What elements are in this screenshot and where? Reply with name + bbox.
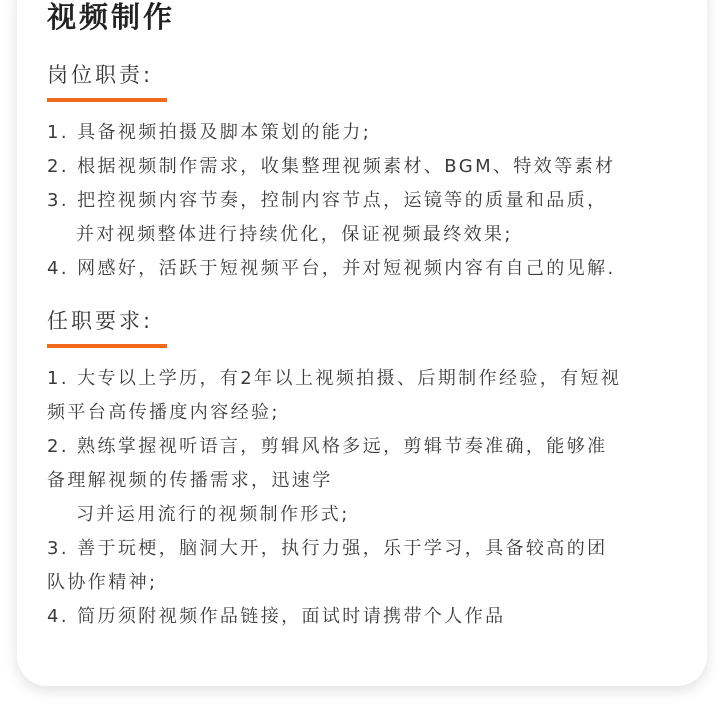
requirements-heading: 任职要求: <box>47 309 154 333</box>
responsibility-item-3-continued: 并对视频整体进行持续优化，保证视频最终效果; <box>76 224 513 245</box>
requirement-item-1: 1. 大专以上学历，有2年以上视频拍摄、后期制作经验，有短视 <box>47 368 622 389</box>
responsibility-item-1: 1. 具备视频拍摄及脚本策划的能力; <box>47 122 372 143</box>
responsibilities-underline <box>47 98 167 102</box>
responsibility-item-4: 4. 网感好，活跃于短视频平台，并对短视频内容有自己的见解. <box>47 258 616 279</box>
job-title: 视频制作 <box>47 0 176 34</box>
requirement-item-3: 3. 善于玩梗，脑洞大开，执行力强，乐于学习，具备较高的团 <box>47 538 608 559</box>
requirements-underline <box>47 344 167 348</box>
requirement-item-4: 4. 简历须附视频作品链接，面试时请携带个人作品 <box>47 606 506 627</box>
responsibility-item-3: 3. 把控视频内容节奏，控制内容节点，运镜等的质量和品质， <box>47 190 608 211</box>
requirement-item-2: 2. 熟练掌握视听语言，剪辑风格多远，剪辑节奏准确，能够准 <box>47 436 608 457</box>
requirement-item-2-continued: 备理解视频的传播需求，迅速学 <box>47 470 333 491</box>
responsibility-item-2: 2. 根据视频制作需求，收集整理视频素材、BGM、特效等素材 <box>47 156 616 177</box>
requirement-item-2-continued-2: 习并运用流行的视频制作形式; <box>76 504 350 525</box>
responsibilities-heading: 岗位职责: <box>47 63 154 87</box>
requirement-item-3-continued: 队协作精神; <box>47 572 158 593</box>
requirement-item-1-continued: 频平台高传播度内容经验; <box>47 402 280 423</box>
